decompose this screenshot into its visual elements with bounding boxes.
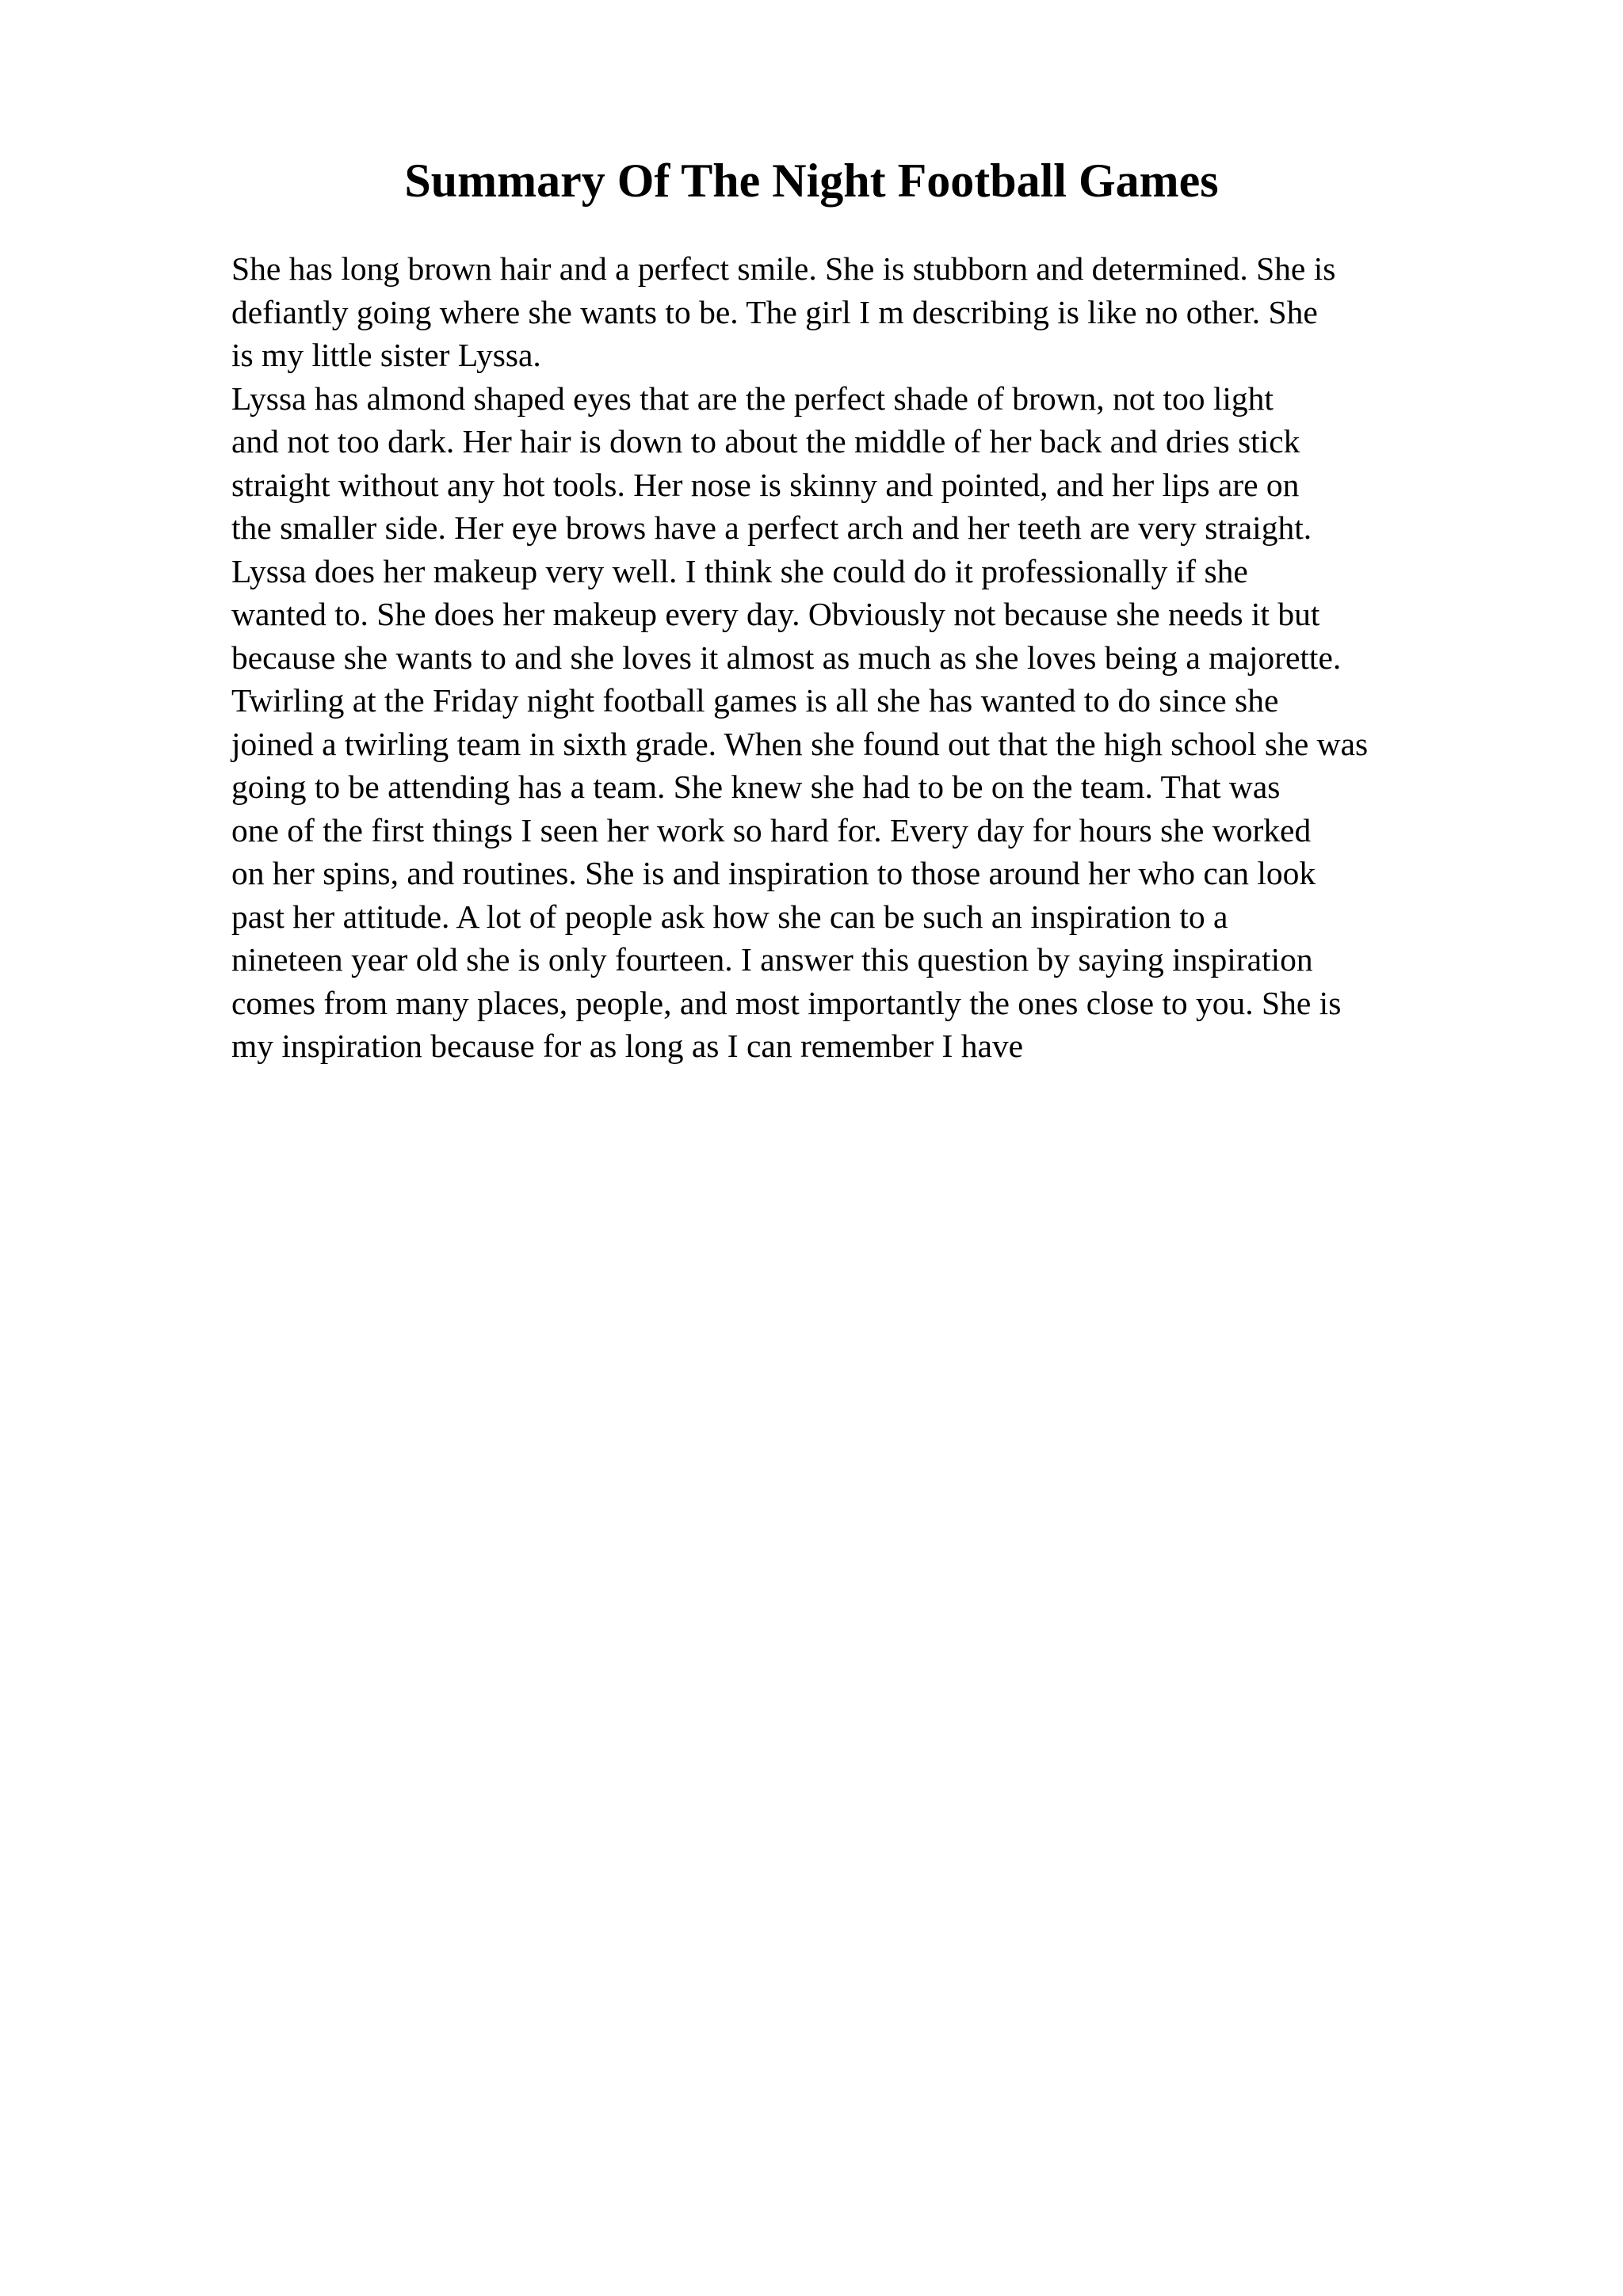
body-line: one of the first things I seen her work so hard for. Every day for hours she worked <box>231 811 1312 849</box>
document-title: Summary Of The Night Football Games <box>404 154 1219 207</box>
body-line: straight without any hot tools. Her nose is skinny and pointed, and her lips are on <box>231 466 1300 503</box>
body-line: defiantly going where she wants to be. The girl I m describing is like no other. She <box>231 293 1318 330</box>
body-line: on her spins, and routines. She is and inspiration to those around her who can look <box>231 855 1316 891</box>
body-line: Lyssa has almond shaped eyes that are the perfect shade of brown, not too light <box>231 379 1274 417</box>
body-line: comes from many places, people, and most importantly the ones close to you. She is <box>231 984 1342 1021</box>
body-line: She has long brown hair and a perfect smile. She is stubborn and determined. She is <box>231 250 1336 287</box>
body-line: because she wants to and she loves it almost as much as she loves being a majorette. <box>231 639 1342 676</box>
body-line: nineteen year old she is only fourteen. I answer this question by saying inspiration <box>231 941 1313 978</box>
body-line: my inspiration because for as long as I can remember I have <box>231 1028 1024 1064</box>
body-line: wanted to. She does her makeup every day. Obviously not because she needs it but <box>231 596 1320 632</box>
body-line: going to be attending has a team. She knew she had to be on the team. That was <box>231 769 1281 805</box>
body-line: Twirling at the Friday night football games is all she has wanted to do since she <box>231 682 1279 719</box>
body-line: and not too dark. Her hair is down to about the middle of her back and dries stick <box>231 423 1300 460</box>
body-line: past her attitude. A lot of people ask how she can be such an inspiration to a <box>231 898 1228 935</box>
body-line: joined a twirling team in sixth grade. When she found out that the high school she was <box>231 725 1369 762</box>
document-body <box>231 247 1610 1068</box>
body-line: is my little sister Lyssa. <box>231 337 541 373</box>
body-line: Lyssa does her makeup very well. I think she could do it professionally if she <box>231 552 1248 589</box>
body-line: the smaller side. Her eye brows have a perfect arch and her teeth are very straight. <box>231 509 1312 546</box>
